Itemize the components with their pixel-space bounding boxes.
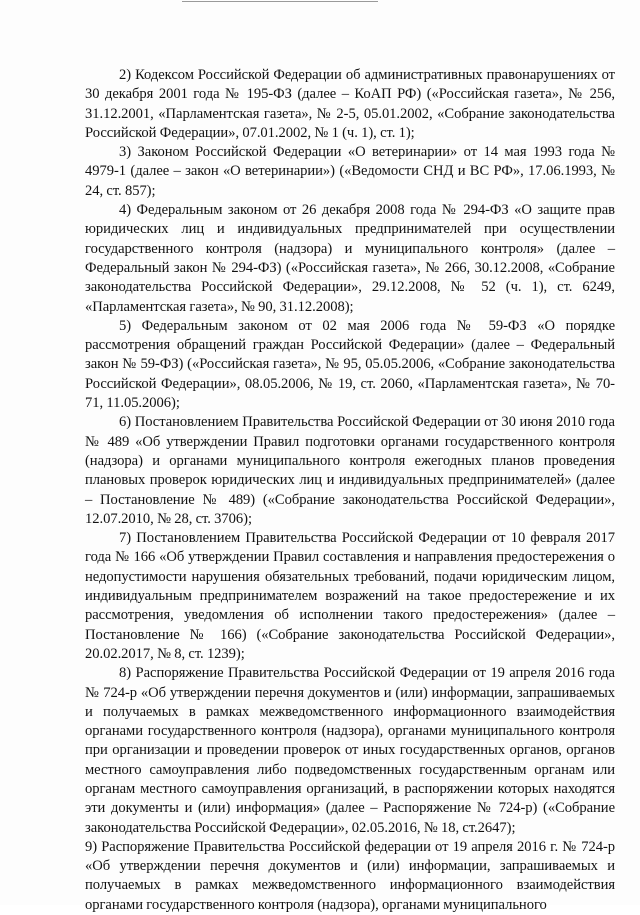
paragraph-item-8: 8) Распоряжение Правительства Российской Федерации от 19 апреля 2016 года № 724-р «Об утверждении перечня документов и (или) информации, запрашиваемых и получаемых в рамках межведомственного информационного взаимодействия органами государственного контроля (надзора), органами муниципального контроля при организации и проведении проверок от иных государственных органов, органов местного самоуправления либо подведомственных государственным органам или органам местного самоуправления организаций, в распоряжении которых находятся эти документы и (или) информация» (далее – Распоряжение № 724-р) («Собрание законодательства Российской Федерации», 02.05.2016, № 18, ст.2647);	[85, 665, 615, 836]
paragraph-item-2: 2) Кодексом Российской Федерации об административных правонарушениях от 30 декабря 2001 года № 195-ФЗ (далее – КоАП РФ) («Российская газета», № 256, 31.12.2001, «Парламентская газета», № 2-5, 05.01.2002, «Собрание законодательства Российской Федерации», 07.01.2002, № 1 (ч. 1), ст. 1);	[85, 67, 615, 141]
paragraph-item-3: 3) Законом Российской Федерации «О ветеринарии» от 14 мая 1993 года № 4979-1 (далее – закон «О ветеринарии») («Ведомости СНД и ВС РФ», 17.06.1993, № 24, ст. 857);	[85, 144, 615, 199]
paragraph-item-4: 4) Федеральным законом от 26 декабря 2008 года № 294-ФЗ «О защите прав юридических лиц и индивидуальных предпринимателей при осуществлении государственного контроля (надзора) и муниципального контроля» (далее – Федеральный закон № 294-ФЗ) («Российская газета», № 266, 30.12.2008, «Собрание законодательства Российской Федерации», 29.12.2008, № 52 (ч. 1), ст. 6249, «Парламентская газета», № 90, 31.12.2008);	[85, 202, 615, 315]
paragraph-item-9: 9) Распоряжение Правительства Российской федерации от 19 апреля 2016 г. № 724-р «Об утверждении перечня документов и (или) информации, запрашиваемых и получаемых в рамках межведомственного информационного взаимодействия органами государственного контроля (надзора), органами муниципального	[85, 838, 615, 913]
document-body	[85, 66, 615, 915]
paragraph-item-5: 5) Федеральным законом от 02 мая 2006 года № 59-ФЗ «О порядке рассмотрения обращений граждан Российской Федерации» (далее – Федеральный закон № 59-ФЗ) («Российская газета», № 95, 05.05.2006, «Собрание законодательства Российской Федерации», 08.05.2006, № 19, ст. 2060, «Парламентская газета», № 70-71, 11.05.2006);	[85, 317, 615, 412]
paragraph-item-6: 6) Постановлением Правительства Российской Федерации от 30 июня 2010 года № 489 «Об утверждении Правил подготовки органами государственного контроля (надзора) и органами муниципального контроля ежегодных планов проведения плановых проверок юридических лиц и индивидуальных предпринимателей» (далее – Постановление № 489) («Собрание законодательства Российской Федерации», 12.07.2010, № 28, ст. 3706);	[85, 414, 615, 527]
top-divider	[182, 1, 378, 2]
paragraph-item-7: 7) Постановлением Правительства Российской Федерации от 10 февраля 2017 года № 166 «Об утверждении Правил составления и направления предостережения о недопустимости нарушения обязательных требований, подачи юридическим лицом, индивидуальным предпринимателем возражений на такое предостережение и их рассмотрения, уведомления об исполнении такого предостережения» (далее – Постановление № 166) («Собрание законодательства Российской Федерации», 20.02.2017, № 8, ст. 1239);	[85, 530, 615, 662]
